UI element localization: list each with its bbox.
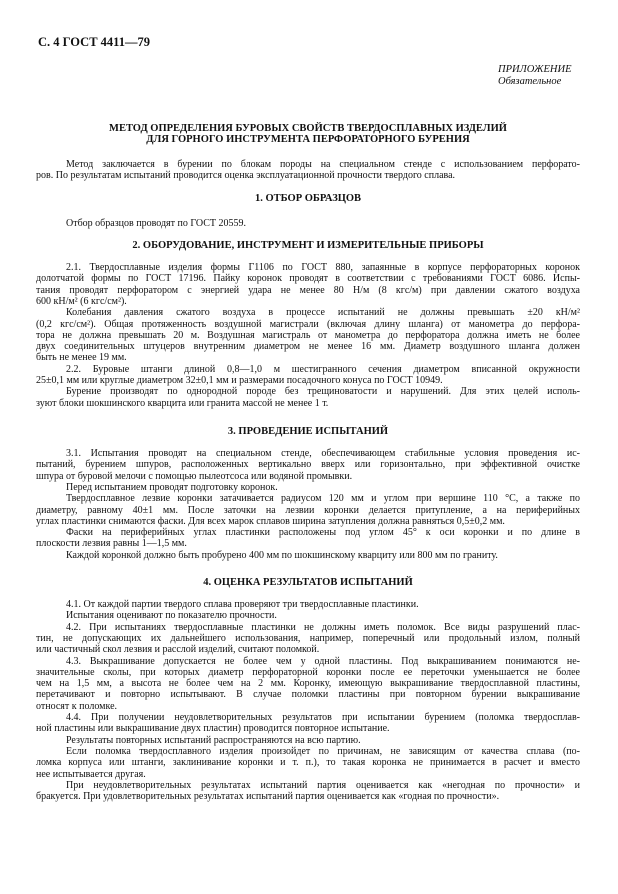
appendix-status: Обязательное: [498, 76, 562, 87]
paragraph-line: быть не менее 19 мм.: [36, 352, 127, 364]
paragraph-line: бракуется. При удовлетворительных результатах испытаний партия оценивается как «годная по прочности».: [36, 791, 500, 803]
paragraph-line: Твердосплавное лезвие коронки затачивается радиусом 120 мм и углом при вершине 110 °С, а также по: [66, 493, 580, 505]
paragraph-line: тора не должна превышать 20 м. Воздушная магистраль от манометра до перфоратора должна иметь не более: [36, 329, 580, 341]
paragraph-line: Каждой коронкой должно быть пробурено 400 мм по шокшинскому кварциту или 800 мм по граниту.: [66, 549, 498, 561]
paragraph-line: 4.2. При испытаниях твердосплавные пластинки не должны иметь поломок. Все виды разрушений плас-: [66, 621, 580, 633]
title-line: МЕТОД ОПРЕДЕЛЕНИЯ БУРОВЫХ СВОЙСТВ ТВЕРДОСПЛАВНЫХ ИЗДЕЛИЙ: [109, 123, 507, 134]
paragraph-line: 2.1. Твердосплавные изделия формы Г1106 по ГОСТ 880, запаянные в корпусе перфораторных коронок: [66, 262, 580, 273]
paragraph-line: Колебания давления сжатого воздуха в процессе испытаний не должны превышать ±20 кН/м²: [66, 307, 580, 319]
paragraph-line: Если поломка твердосплавного изделия произойдет по причинам, не зависящим от качества сплава (по-: [66, 745, 580, 757]
paragraph-line: Испытания оценивают по показателю прочности.: [66, 610, 277, 622]
paragraph-line: ров. По результатам испытаний проводится оценка эксплуатационной прочности твердого сплава.: [36, 170, 456, 182]
paragraph-line: относят к поломке.: [36, 700, 118, 712]
appendix-label: ПРИЛОЖЕНИЕ: [498, 64, 572, 75]
paragraph-line: тин, не допускающих их дальнейшего использования, например, поперечный или продольный излом, полный: [36, 632, 580, 644]
paragraph-line: диаметру, равному 40±1 мм. После заточки на лезвии коронки делается притупление, а на периферийных: [36, 504, 580, 516]
paragraph-line: или частичный скол лезвия и расслой изделий, считают поломкой.: [36, 644, 320, 656]
paragraph-line: 3.1. Испытания проводят на специальном стенде, обеспечивающем стабильные условия проведения ис-: [66, 448, 580, 459]
paragraph-line: чем на 1,5 мм, а высота не более чем на 2 мм. Коронку, имеющую выкрашивание твердосплавной пластины,: [36, 678, 580, 690]
paragraph-line: Отбор образцов проводят по ГОСТ 20559.: [66, 218, 247, 229]
paragraph-line: перетачивают и повторно испытывают. В случае поломки пластины при повторном бурении выкрашивание: [36, 689, 580, 701]
paragraph-line: углах пластинки снимаются фаски. Для всех марок сплавов ширина затупления должна равняться 0,5±0,2 мм.: [36, 515, 505, 527]
paragraph-line: Результаты повторных испытаний распространяются на всю партию.: [66, 734, 361, 746]
paragraph-line: нее испытывается другая.: [36, 768, 146, 780]
paragraph-line: 600 кН/м² (6 кгс/см²).: [36, 295, 127, 307]
paragraph-line: шпура от буровой мелочи с помощью пылеотсоса или водяной промывки.: [36, 470, 353, 482]
paragraph-line: Бурение производят по однородной породе без трещиноватости и нарушений. Для этих целей исполь-: [66, 386, 580, 398]
paragraph-line: Перед испытанием проводят подготовку коронок.: [66, 481, 278, 493]
paragraph-line: Фаски на периферийных углах пластинки расположены под углом 45° к оси коронки и по длине в: [66, 527, 580, 539]
paragraph-line: долотчатой формы по ГОСТ 17196. Пайку коронок проводят в соответствии с требованиями ГОСТ 6086. Испы-: [36, 273, 580, 285]
paragraph-line: При неудовлетворительных результатах испытаний партия оценивается как «негодная по прочности» и: [66, 779, 580, 791]
page-header: С. 4 ГОСТ 4411—79: [38, 35, 150, 49]
section-heading: 4. ОЦЕНКА РЕЗУЛЬТАТОВ ИСПЫТАНИЙ: [203, 577, 413, 588]
paragraph-line: (0,2 кгс/см²). Общая протяженность воздушной магистрали (включая длину шланга) от манометра до перфора-: [36, 318, 580, 330]
paragraph-line: 2.2. Буровые штанги длиной 0,8—1,0 м шестигранного сечения диаметром вписанной окружности: [66, 363, 580, 375]
paragraph-line: пытаний, бурением шпуров, расположенных вертикально вверх или горизонтально, при эффективной очистке: [36, 459, 580, 471]
paragraph-line: двух соединительных штуцеров внутренним диаметром не менее 16 мм. Диаметр воздушного шланга должен: [36, 341, 580, 353]
section-heading: 1. ОТБОР ОБРАЗЦОВ: [255, 193, 361, 204]
paragraph-line: зуют блоки шокшинского кварцита или гранита массой не менее 1 т.: [36, 397, 329, 409]
section-heading: 2. ОБОРУДОВАНИЕ, ИНСТРУМЕНТ И ИЗМЕРИТЕЛЬНЫЕ ПРИБОРЫ: [132, 240, 484, 251]
paragraph-line: Метод заключается в бурении по блокам породы на специальном стенде с использованием перфорато-: [66, 159, 580, 170]
paragraph-line: ломка корпуса или штанги, заклинивание коронки и т. п.), то такая коронка не принимается в расчет и вместо: [36, 757, 580, 769]
paragraph-line: 25±0,1 мм или круглые диаметром 32±0,1 мм и размерами посадочного конуса по ГОСТ 10949.: [36, 375, 443, 386]
title-line: ДЛЯ ГОРНОГО ИНСТРУМЕНТА ПЕРФОРАТОРНОГО БУРЕНИЯ: [146, 134, 470, 146]
section-heading: 3. ПРОВЕДЕНИЕ ИСПЫТАНИЙ: [227, 426, 389, 437]
paragraph-line: 4.4. При получении неудовлетворительных результатов при испытании бурением (поломка твердосплав-: [66, 712, 580, 723]
paragraph-line: 4.3. Выкрашивание допускается не более чем у одной пластины. Под выкрашиванием понимаются не-: [66, 655, 580, 667]
paragraph-line: ной пластины или выкрашивание двух пластин) проводится повторное испытание.: [36, 723, 390, 735]
paragraph-line: плоскости лезвия равны 1—1,5 мм.: [36, 538, 187, 550]
paragraph-line: 4.1. От каждой партии твердого сплава проверяют три твердосплавные пластинки.: [66, 599, 419, 610]
paragraph-line: тания проводят перфоратором с энергией удара не менее 80 Н/м (8 кгс/м) при давлении сжатого воздуха: [36, 284, 580, 296]
paragraph-line: значительные сколы, при которых диаметр перфораторной коронки после ее переточки уменьшается не более: [36, 666, 580, 678]
document-title: [36, 123, 580, 146]
